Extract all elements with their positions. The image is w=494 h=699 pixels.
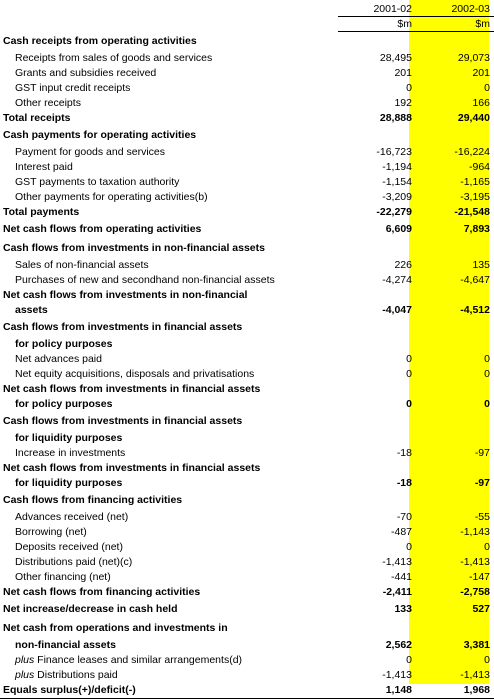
value-2001-02: -70 bbox=[396, 511, 412, 523]
table-row bbox=[0, 397, 494, 412]
table-row bbox=[0, 525, 494, 540]
row-label bbox=[0, 638, 338, 653]
row-label bbox=[0, 525, 338, 540]
table-row bbox=[0, 600, 494, 619]
value-2001-02: -22,279 bbox=[376, 206, 412, 218]
row-label bbox=[0, 585, 338, 600]
value-2001-02: -487 bbox=[390, 526, 412, 538]
value-2002-03: -1,143 bbox=[460, 526, 490, 538]
value-2002-03: 7,893 bbox=[463, 223, 490, 235]
table-row bbox=[0, 175, 494, 190]
value-2002-03 bbox=[414, 239, 494, 258]
value-2001-02: -441 bbox=[390, 571, 412, 583]
row-label bbox=[0, 126, 338, 145]
row-label-text: Total receipts bbox=[3, 112, 71, 124]
value-2001-02 bbox=[338, 288, 414, 303]
row-label-text: Sales of non-financial assets bbox=[15, 259, 149, 271]
row-label-text: Equals surplus(+)/deficit(-) bbox=[3, 684, 136, 696]
row-label bbox=[0, 668, 338, 683]
table-row bbox=[0, 461, 494, 476]
value-2002-03 bbox=[414, 412, 494, 431]
value-2002-03: 0 bbox=[484, 398, 490, 410]
value-2001-02: -3,209 bbox=[382, 191, 412, 203]
row-label bbox=[0, 273, 338, 288]
value-2002-03: 201 bbox=[472, 67, 490, 79]
row-label-text: Other receipts bbox=[15, 97, 81, 109]
value-2002-03 bbox=[414, 318, 494, 337]
table-row bbox=[0, 412, 494, 431]
value-2001-02: 133 bbox=[394, 603, 412, 615]
value-2002-03: -1,165 bbox=[460, 176, 490, 188]
value-2001-02: -2,411 bbox=[382, 586, 412, 598]
table-row bbox=[0, 476, 494, 491]
value-2002-03: 0 bbox=[484, 541, 490, 553]
row-label-text: GST payments to taxation authority bbox=[15, 176, 180, 188]
row-label-text: for liquidity purposes bbox=[15, 432, 123, 444]
row-label-text: Purchases of new and secondhand non-financial assets bbox=[15, 274, 275, 286]
row-label bbox=[0, 303, 338, 318]
table-row bbox=[0, 239, 494, 258]
table-row bbox=[0, 190, 494, 205]
value-2002-03 bbox=[414, 491, 494, 510]
row-label-text: Cash payments for operating activities bbox=[3, 129, 197, 141]
value-2001-02: -4,274 bbox=[382, 274, 412, 286]
row-label bbox=[0, 145, 338, 160]
value-2001-02: 0 bbox=[406, 654, 412, 666]
table-row bbox=[0, 145, 494, 160]
value-2001-02 bbox=[338, 431, 414, 446]
value-2002-03: -97 bbox=[474, 477, 490, 489]
value-2001-02: 2,562 bbox=[385, 639, 412, 651]
row-label-text: for policy purposes bbox=[15, 338, 113, 350]
value-2001-02: -16,723 bbox=[376, 146, 412, 158]
table-row bbox=[0, 318, 494, 337]
row-label-text: Cash flows from investments in financial assets bbox=[3, 415, 243, 427]
value-2001-02: 6,609 bbox=[385, 223, 412, 235]
table-row bbox=[0, 653, 494, 668]
row-label-text: Deposits received (net) bbox=[15, 541, 123, 553]
row-label-text: for liquidity purposes bbox=[15, 477, 123, 489]
value-2001-02: -18 bbox=[396, 447, 412, 459]
row-label-text: Net equity acquisitions, disposals and privatisations bbox=[15, 368, 255, 380]
table-row bbox=[0, 431, 494, 446]
value-2001-02 bbox=[338, 382, 414, 397]
row-label-text: Finance leases and similar arrangements(d) bbox=[34, 654, 243, 666]
row-label-text: Advances received (net) bbox=[15, 511, 129, 523]
table-row bbox=[0, 352, 494, 367]
value-2001-02: -1,154 bbox=[382, 176, 412, 188]
value-2002-03: -1,413 bbox=[460, 556, 490, 568]
row-label bbox=[0, 352, 338, 367]
header-units-row bbox=[0, 17, 494, 32]
table-row bbox=[0, 32, 494, 52]
row-label bbox=[0, 239, 338, 258]
value-2002-03: 0 bbox=[484, 82, 490, 94]
row-label bbox=[0, 540, 338, 555]
table-row bbox=[0, 619, 494, 638]
cash-flow-table bbox=[0, 2, 494, 699]
table-row bbox=[0, 273, 494, 288]
value-2001-02: 226 bbox=[394, 259, 412, 271]
table-row bbox=[0, 111, 494, 126]
row-label-text: Net cash flows from operating activities bbox=[3, 223, 202, 235]
value-2002-03: -4,512 bbox=[460, 304, 490, 316]
row-label-text: Interest paid bbox=[15, 161, 73, 173]
value-2001-02: 0 bbox=[406, 82, 412, 94]
row-label-text: Increase in investments bbox=[15, 447, 126, 459]
row-label-text: Cash flows from financing activities bbox=[3, 494, 183, 506]
row-label bbox=[0, 600, 338, 619]
value-2002-03: 29,073 bbox=[457, 52, 490, 64]
row-label-text: Cash receipts from operating activities bbox=[3, 34, 197, 47]
row-label-text: Net cash flows from financing activities bbox=[3, 586, 201, 598]
value-2002-03 bbox=[414, 32, 494, 52]
value-2002-03: 527 bbox=[472, 603, 490, 615]
col2-unit: $m bbox=[414, 17, 494, 32]
row-label bbox=[0, 412, 338, 431]
table-row bbox=[0, 303, 494, 318]
row-label-text: Net increase/decrease in cash held bbox=[3, 603, 178, 615]
table-row bbox=[0, 126, 494, 145]
row-label bbox=[0, 81, 338, 96]
row-label-text: Net cash flows from investments in non-financial bbox=[3, 289, 248, 301]
row-label bbox=[0, 491, 338, 510]
value-2002-03: 0 bbox=[484, 353, 490, 365]
value-2002-03: 0 bbox=[484, 368, 490, 380]
row-label bbox=[0, 51, 338, 66]
value-2002-03 bbox=[414, 288, 494, 303]
value-2001-02: 0 bbox=[406, 368, 412, 380]
value-2001-02: -18 bbox=[396, 477, 412, 489]
row-prefix: plus bbox=[15, 654, 35, 666]
value-2002-03: -4,647 bbox=[460, 274, 490, 286]
value-2001-02: 0 bbox=[406, 398, 412, 410]
table-row bbox=[0, 540, 494, 555]
table-row bbox=[0, 220, 494, 239]
value-2002-03: 1,968 bbox=[414, 683, 494, 699]
row-label bbox=[0, 190, 338, 205]
value-2001-02: 1,148 bbox=[338, 683, 414, 699]
col1-year: 2001-02 bbox=[338, 2, 414, 17]
row-label-text: Distributions paid (net)(c) bbox=[15, 556, 133, 568]
value-2001-02: -4,047 bbox=[382, 304, 412, 316]
row-label bbox=[0, 619, 338, 638]
value-2002-03 bbox=[414, 461, 494, 476]
value-2002-03: 135 bbox=[472, 259, 490, 271]
value-2002-03: -147 bbox=[468, 571, 490, 583]
value-2001-02: 192 bbox=[394, 97, 412, 109]
table-row bbox=[0, 205, 494, 220]
row-label-text: Other financing (net) bbox=[15, 571, 111, 583]
value-2002-03: -55 bbox=[474, 511, 490, 523]
row-label bbox=[0, 337, 338, 352]
row-label-text: GST input credit receipts bbox=[15, 82, 131, 94]
value-2001-02: 28,495 bbox=[379, 52, 412, 64]
row-label-text: Other payments for operating activities(b) bbox=[15, 191, 208, 203]
value-2001-02: 28,888 bbox=[379, 112, 412, 124]
row-label bbox=[0, 431, 338, 446]
row-label-text: Receipts from sales of goods and services bbox=[15, 52, 213, 64]
table-row bbox=[0, 288, 494, 303]
value-2002-03: 0 bbox=[484, 654, 490, 666]
row-label bbox=[0, 111, 338, 126]
value-2001-02 bbox=[338, 412, 414, 431]
table-row bbox=[0, 51, 494, 66]
row-label bbox=[0, 683, 338, 699]
row-label-text: Distributions paid bbox=[34, 669, 118, 681]
row-label-text: Net advances paid bbox=[15, 353, 102, 365]
row-label bbox=[0, 653, 338, 668]
row-label bbox=[0, 66, 338, 81]
value-2002-03 bbox=[414, 382, 494, 397]
row-label bbox=[0, 160, 338, 175]
row-label-text: assets bbox=[15, 304, 48, 316]
value-2001-02: 0 bbox=[406, 541, 412, 553]
value-2001-02 bbox=[338, 491, 414, 510]
row-label bbox=[0, 476, 338, 491]
value-2001-02: -1,194 bbox=[382, 161, 412, 173]
table-row bbox=[0, 510, 494, 525]
value-2002-03 bbox=[414, 431, 494, 446]
value-2001-02 bbox=[338, 461, 414, 476]
value-2002-03: 3,381 bbox=[463, 639, 490, 651]
value-2001-02 bbox=[338, 337, 414, 352]
table-row bbox=[0, 446, 494, 461]
value-2002-03 bbox=[414, 126, 494, 145]
row-label-text: for policy purposes bbox=[15, 398, 113, 410]
value-2002-03: 29,440 bbox=[457, 112, 490, 124]
table-row bbox=[0, 585, 494, 600]
row-label bbox=[0, 220, 338, 239]
table-row bbox=[0, 96, 494, 111]
value-2002-03 bbox=[414, 619, 494, 638]
row-label-text: Net cash from operations and investments in bbox=[3, 622, 228, 634]
row-label bbox=[0, 367, 338, 382]
table-row bbox=[0, 337, 494, 352]
value-2001-02: -1,413 bbox=[382, 556, 412, 568]
value-2001-02 bbox=[338, 619, 414, 638]
table-row bbox=[0, 258, 494, 273]
row-label-text: Borrowing (net) bbox=[15, 526, 87, 538]
row-label bbox=[0, 318, 338, 337]
value-2002-03: 166 bbox=[472, 97, 490, 109]
row-label bbox=[0, 96, 338, 111]
table-row bbox=[0, 555, 494, 570]
row-label-text: Net cash flows from investments in financial assets bbox=[3, 462, 261, 474]
table-row bbox=[0, 683, 494, 699]
row-label-text: Grants and subsidies received bbox=[15, 67, 157, 79]
value-2001-02: -1,413 bbox=[382, 669, 412, 681]
value-2002-03: -97 bbox=[474, 447, 490, 459]
value-2002-03: -2,758 bbox=[460, 586, 490, 598]
value-2001-02 bbox=[338, 32, 414, 52]
table-row bbox=[0, 638, 494, 653]
table-row bbox=[0, 491, 494, 510]
row-prefix: plus bbox=[15, 669, 35, 681]
header-years-row bbox=[0, 2, 494, 17]
value-2002-03: -21,548 bbox=[454, 206, 490, 218]
value-2002-03 bbox=[414, 337, 494, 352]
col1-unit: $m bbox=[338, 17, 414, 32]
value-2001-02: 201 bbox=[394, 67, 412, 79]
row-label bbox=[0, 570, 338, 585]
value-2002-03: -964 bbox=[468, 161, 490, 173]
row-label-text: Cash flows from investments in non-financial assets bbox=[3, 242, 265, 254]
row-label bbox=[0, 175, 338, 190]
row-label bbox=[0, 510, 338, 525]
row-label bbox=[0, 555, 338, 570]
row-label-text: Payment for goods and services bbox=[15, 146, 165, 158]
value-2002-03: -16,224 bbox=[454, 146, 490, 158]
value-2002-03: -1,413 bbox=[460, 669, 490, 681]
table-row bbox=[0, 382, 494, 397]
row-label-text: Total payments bbox=[3, 206, 80, 218]
row-label bbox=[0, 32, 338, 52]
row-label-text: non-financial assets bbox=[15, 639, 116, 651]
col2-year: 2002-03 bbox=[414, 2, 494, 17]
row-label bbox=[0, 382, 338, 397]
row-label bbox=[0, 397, 338, 412]
row-label bbox=[0, 288, 338, 303]
row-label-text: Cash flows from investments in financial assets bbox=[3, 321, 243, 333]
value-2001-02 bbox=[338, 126, 414, 145]
row-label bbox=[0, 446, 338, 461]
table-row bbox=[0, 570, 494, 585]
row-label bbox=[0, 205, 338, 220]
table-row bbox=[0, 66, 494, 81]
value-2002-03: -3,195 bbox=[460, 191, 490, 203]
value-2001-02 bbox=[338, 239, 414, 258]
value-2001-02 bbox=[338, 318, 414, 337]
row-label-text: Net cash flows from investments in financial assets bbox=[3, 383, 261, 395]
row-label bbox=[0, 461, 338, 476]
table-row bbox=[0, 160, 494, 175]
row-label bbox=[0, 258, 338, 273]
table-row bbox=[0, 668, 494, 683]
value-2001-02: 0 bbox=[406, 353, 412, 365]
table-row bbox=[0, 367, 494, 382]
table-row bbox=[0, 81, 494, 96]
